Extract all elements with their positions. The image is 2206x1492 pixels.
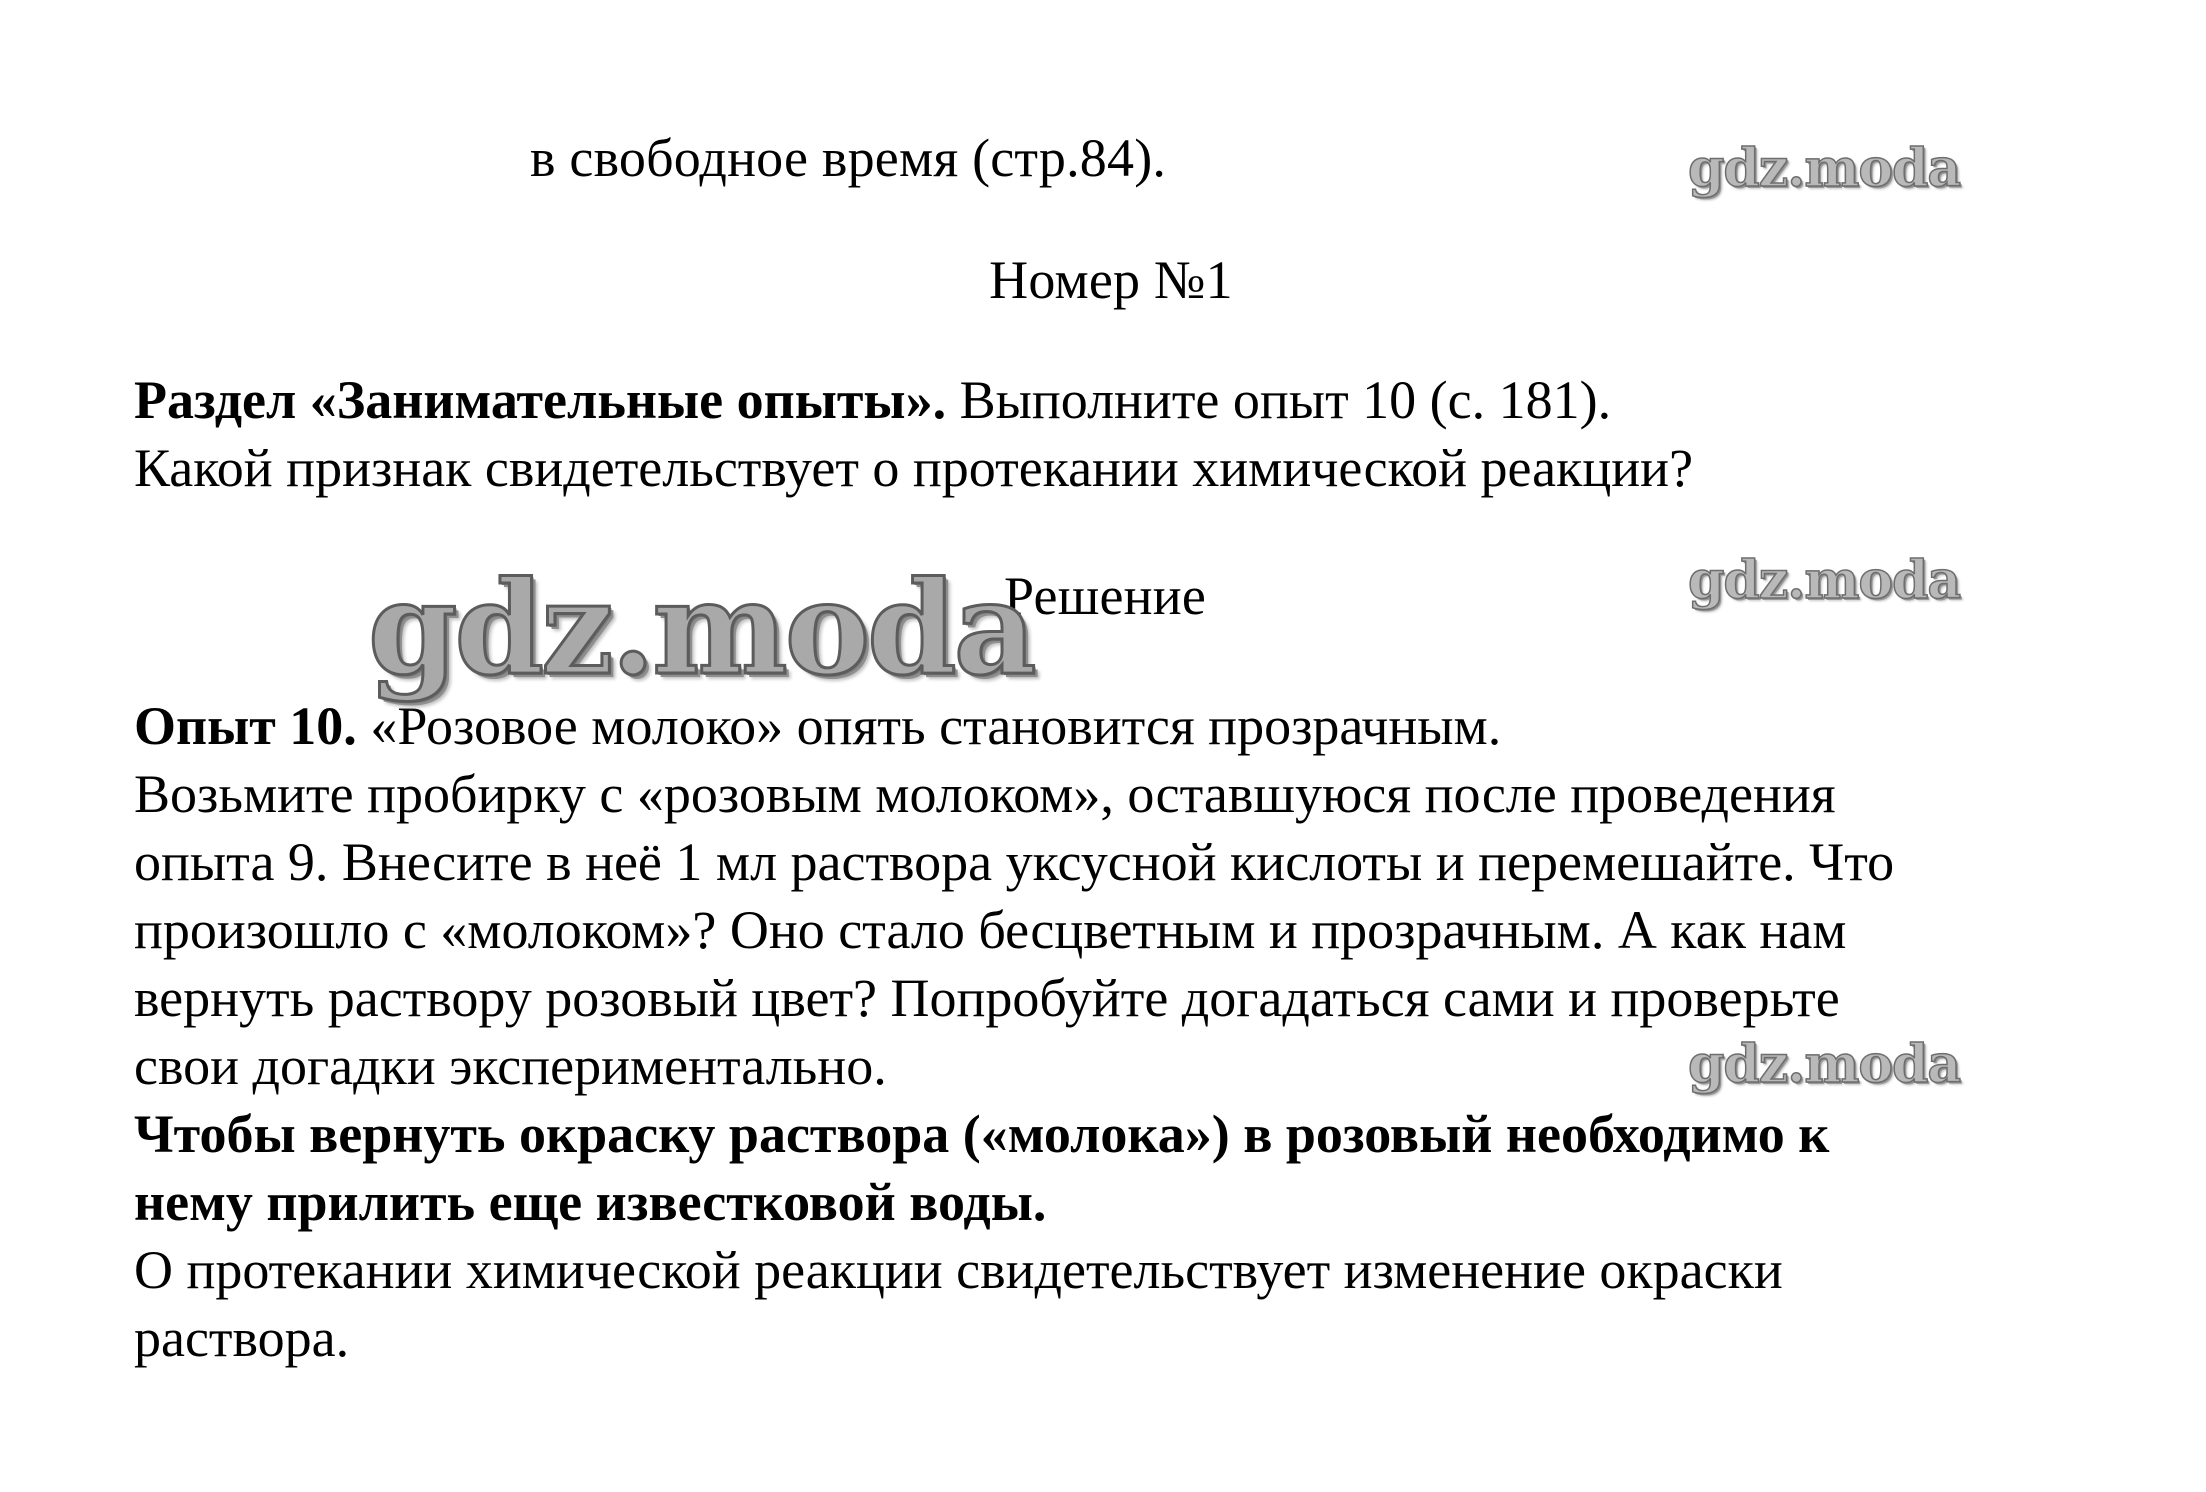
experiment-line: Возьмите пробирку с «розовым молоком», оставшуюся после проведения [134,764,1836,824]
task-section-bold: Раздел «Занимательные опыты». [134,370,947,430]
task-question: Какой признак свидетельствует о протекании химической реакции? [134,438,1694,498]
experiment-line: вернуть раствору розовый цвет? Попробуйте догадаться сами и проверьте [134,968,1840,1028]
task-section-line [134,366,2114,434]
experiment-title-bold: Опыт 10. [134,696,357,756]
watermark-logo-large: gdz.moda [368,554,1034,704]
task-number-text: Номер №1 [989,250,1233,310]
header-line: в свободное время (стр.84). [530,128,1167,188]
experiment-title [134,692,2114,760]
answer-line: нему прилить еще известковой воды. [134,1172,1047,1232]
task-number [0,246,2206,314]
experiment-line: свои догадки экспериментально. [134,1036,887,1096]
watermark-logo: gdz.moda [1688,138,1961,199]
answer-line: Чтобы вернуть окраску раствора («молока») в розовый необходимо к [134,1104,1830,1164]
experiment-line: опыта 9. Внесите в неё 1 мл раствора уксусной кислоты и перемешайте. Что [134,832,1895,892]
watermark-logo: gdz.moda [1688,1034,1961,1095]
experiment-title-rest: «Розовое молоко» опять становится прозрачным. [356,696,1502,756]
task-block [134,366,2114,502]
conclusion-line: О протекании химической реакции свидетельствует изменение окраски [134,1240,1783,1300]
experiment-line: произошло с «молоком»? Оно стало бесцветным и прозрачным. А как нам [134,900,1847,960]
conclusion-line: раствора. [134,1308,350,1368]
solution-heading: Решение [1004,566,1207,626]
task-section-rest: Выполните опыт 10 (с. 181). [946,370,1612,430]
watermark-logo: gdz.moda [1688,550,1961,611]
experiment-block [134,692,2114,1372]
